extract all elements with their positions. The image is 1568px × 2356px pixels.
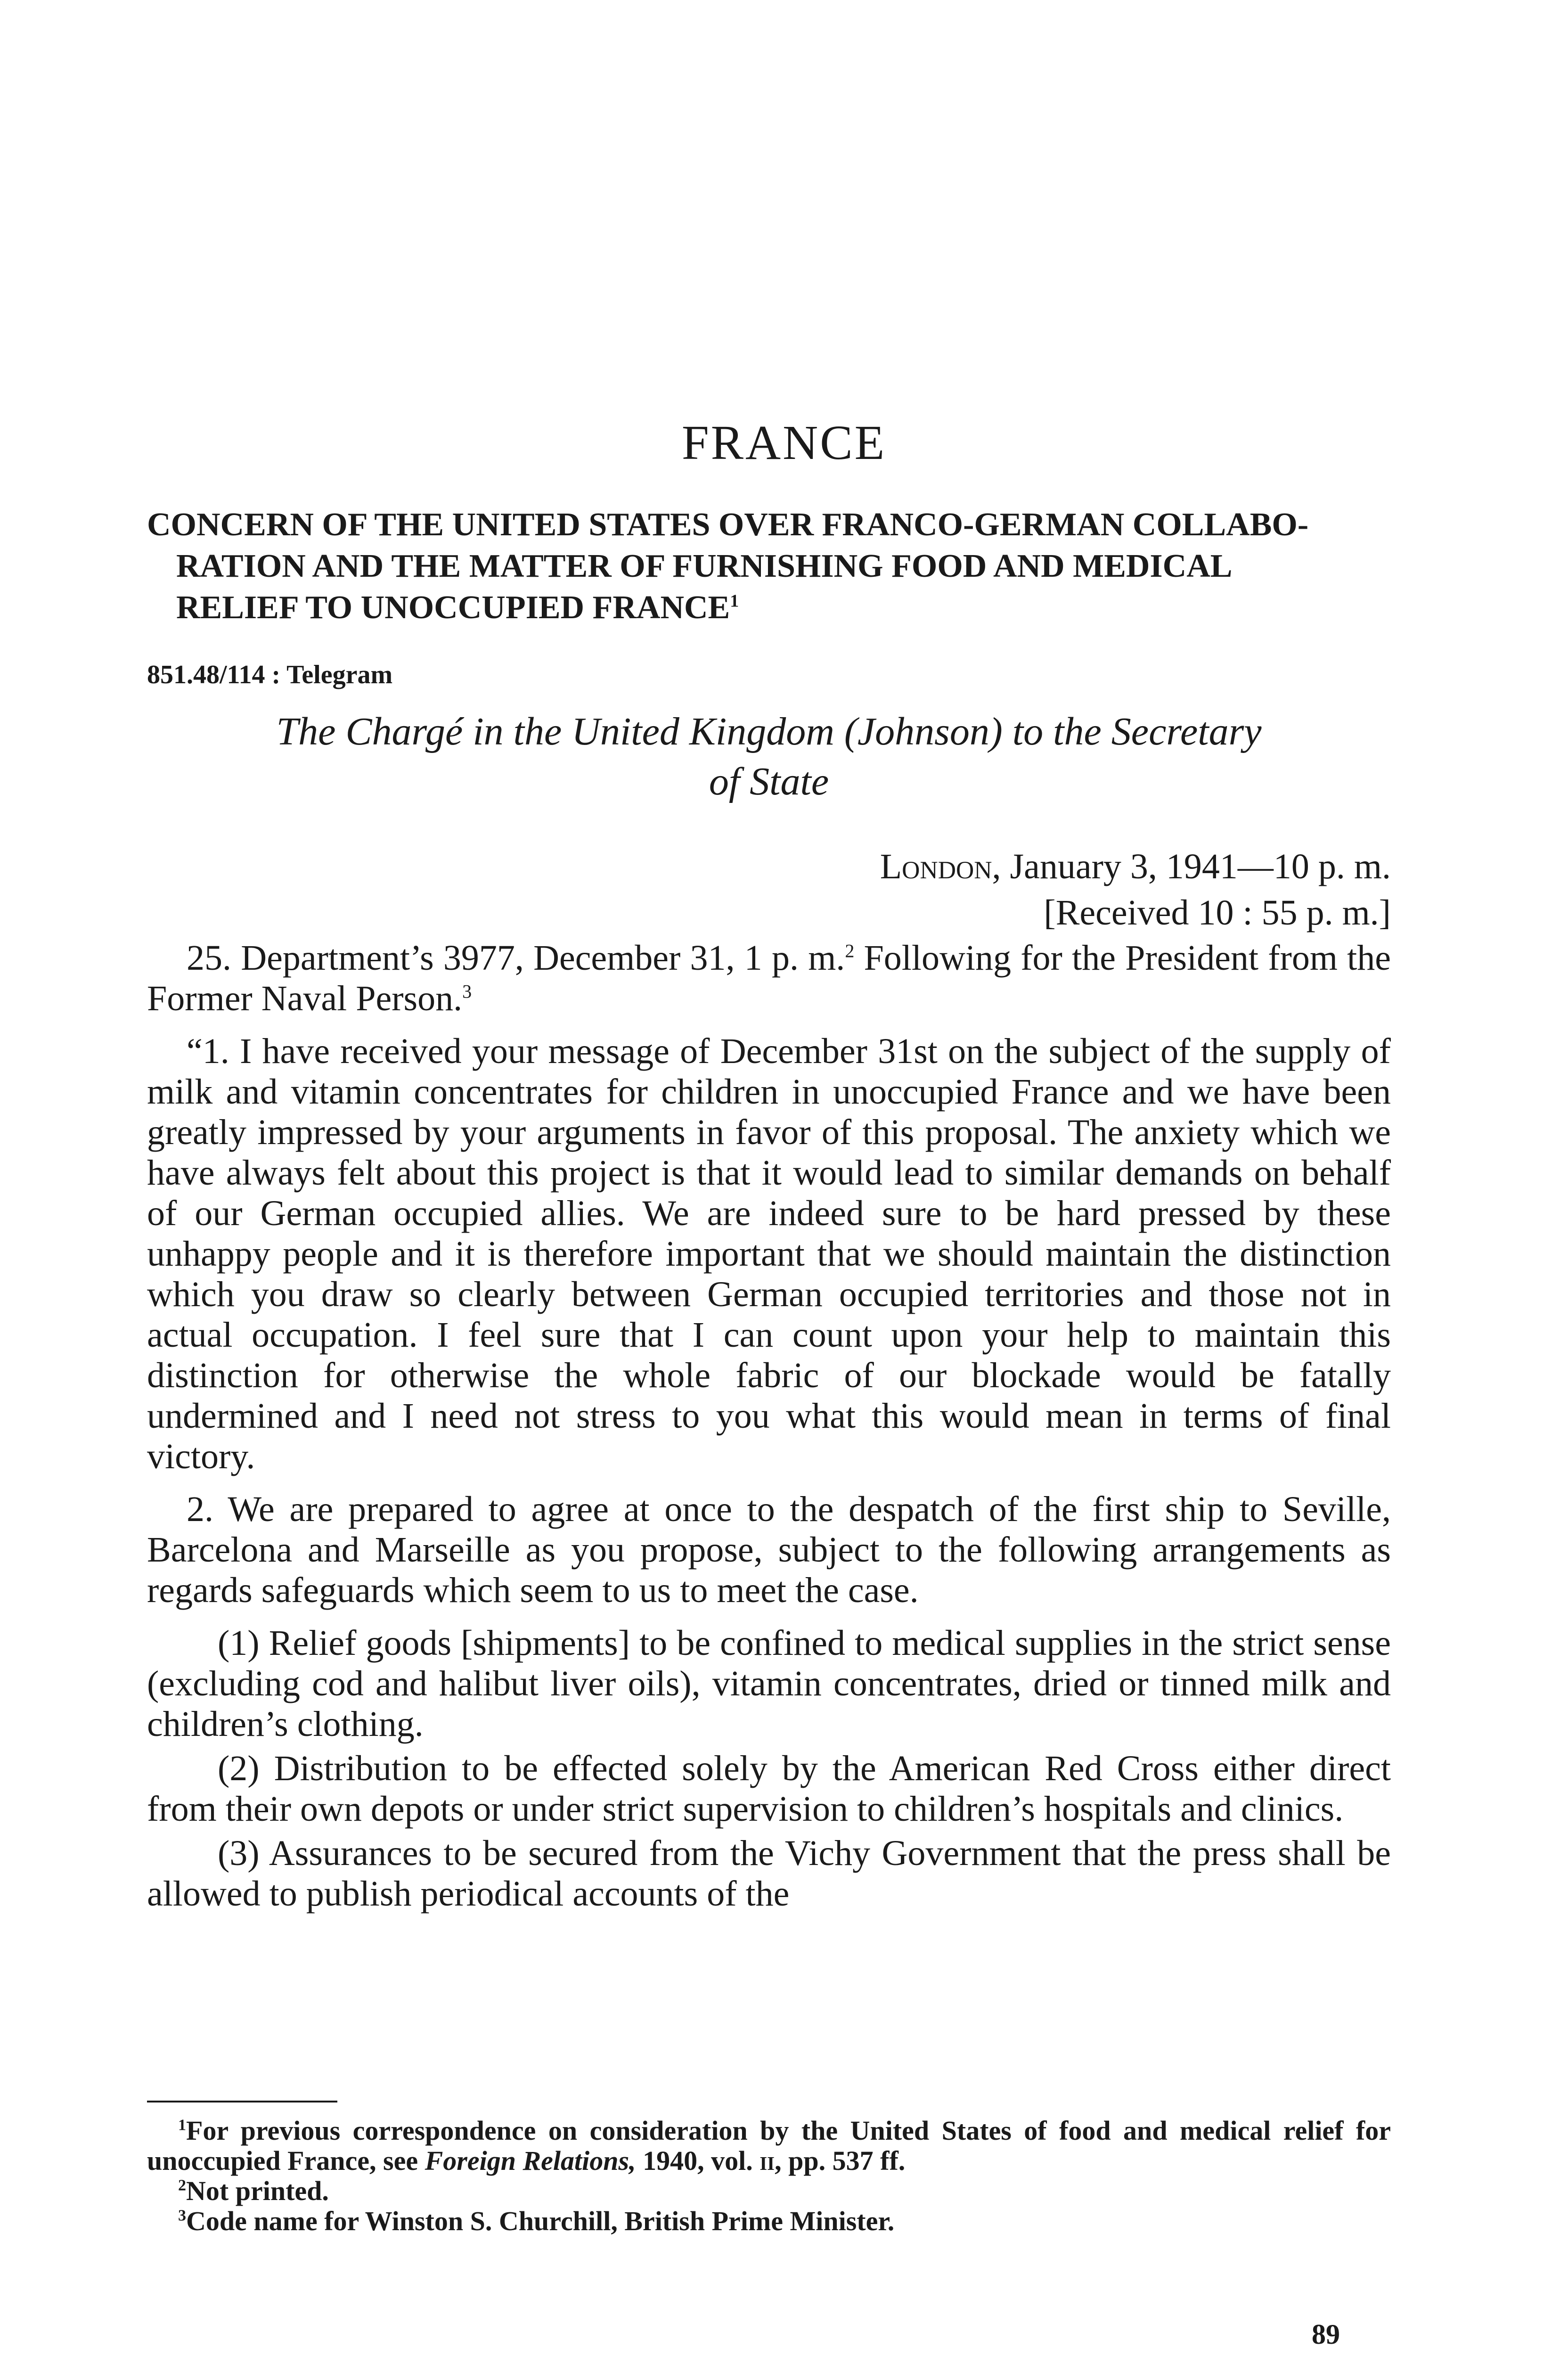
footnote-marker: 1 — [730, 591, 739, 611]
footnote-3-mark: 3 — [178, 2207, 186, 2225]
footnote-1 — [147, 2116, 1391, 2176]
body-paragraph-2: “1. I have received your message of December 31st on the subject of the supply of milk and vitamin concentrates for children in unoccupied France and we have been greatly impressed by your arguments in favor of this proposal. The anxiety which we have always felt about this project is that it would lead to similar demands on behalf of our German occupied allies. We are indeed sure to be hard pressed by these unhappy people and it is therefore important that we should maintain the distinction which you draw so clearly between German occupied territories and those not in actual occupation. I feel sure that I can count upon your help to maintain this distinction for otherwise the whole fabric of our blockade would be fatally undermined and I need not stress to you what this would mean in terms of final victory. — [147, 1031, 1391, 1476]
footnotes — [147, 2116, 1391, 2236]
footnote-1-vol: ii — [760, 2145, 775, 2176]
list-item: (1) Relief goods [shipments] to be confined to medical supplies in the strict sense (excluding cod and halibut liver oils), vitamin concentrates, dried or tinned milk and children’s clothing. — [147, 1623, 1391, 1744]
body-paragraph-3: 2. We are prepared to agree at once to the despatch of the first ship to Seville, Barcelona and Marseille as you propose, subject to the following arrangements as regards safeguards which seem to us to meet the case. — [147, 1489, 1391, 1610]
body-paragraph-1-text-2: Following for the President from the Former Naval Person. — [147, 938, 1391, 1018]
footnote-1-pages: , pp. 537 ff. — [775, 2145, 906, 2176]
dateline-received: [Received 10 : 55 p. m.] — [1044, 893, 1391, 933]
footnote-3 — [147, 2206, 1391, 2236]
section-heading-line-3 — [147, 587, 1391, 629]
file-reference: 851.48/114 : Telegram — [147, 660, 393, 689]
section-heading-line-3-text: RELIEF TO UNOCCUPIED FRANCE — [176, 589, 730, 626]
document-title-line-2: of State — [709, 760, 829, 803]
footnote-marker: 3 — [462, 981, 472, 1002]
dateline-place: London, — [880, 847, 1001, 886]
dateline-date: January 3, 1941—10 p. m. — [1001, 847, 1391, 886]
body-paragraph-1 — [147, 938, 1391, 1019]
chapter-title: FRANCE — [681, 416, 887, 470]
section-heading-line-1: CONCERN OF THE UNITED STATES OVER FRANCO-GERMAN COLLABO- — [147, 507, 1309, 543]
footnote-divider — [147, 2101, 337, 2102]
dateline-sent — [880, 843, 1391, 890]
footnote-1-mark: 1 — [178, 2116, 186, 2134]
footnote-2 — [147, 2176, 1391, 2206]
telegram-body — [147, 938, 1391, 1918]
footnote-2-text: Not printed. — [186, 2176, 329, 2206]
body-paragraph-1-text: 25. Department’s 3977, December 31, 1 p. m. — [187, 938, 845, 978]
document-title-line-1: The Chargé in the United Kingdom (Johnson) to the Secretary — [276, 710, 1262, 753]
footnote-marker: 2 — [845, 940, 855, 962]
document-title — [147, 707, 1391, 807]
footnote-1-tail: 1940, vol. — [636, 2145, 760, 2176]
list-item: (3) Assurances to be secured from the Vichy Government that the press shall be allowed to publish periodical accounts of the — [147, 1833, 1391, 1914]
page-number: 89 — [1312, 2319, 1340, 2350]
list-item: (2) Distribution to be effected solely by the American Red Cross either direct from their own depots or under strict supervision to children’s hospitals and clinics. — [147, 1749, 1391, 1829]
dateline — [880, 843, 1391, 936]
footnote-1-italic: Foreign Relations, — [425, 2145, 636, 2176]
footnote-3-text: Code name for Winston S. Churchill, British Prime Minister. — [186, 2206, 895, 2236]
section-heading-line-2: RATION AND THE MATTER OF FURNISHING FOOD AND MEDICAL — [176, 548, 1233, 584]
section-heading — [147, 504, 1391, 629]
footnote-2-mark: 2 — [178, 2176, 186, 2194]
footnote-1-text: For previous correspondence on consideration by the United States of food and medical relief for unoccupied France, see — [147, 2115, 1391, 2176]
